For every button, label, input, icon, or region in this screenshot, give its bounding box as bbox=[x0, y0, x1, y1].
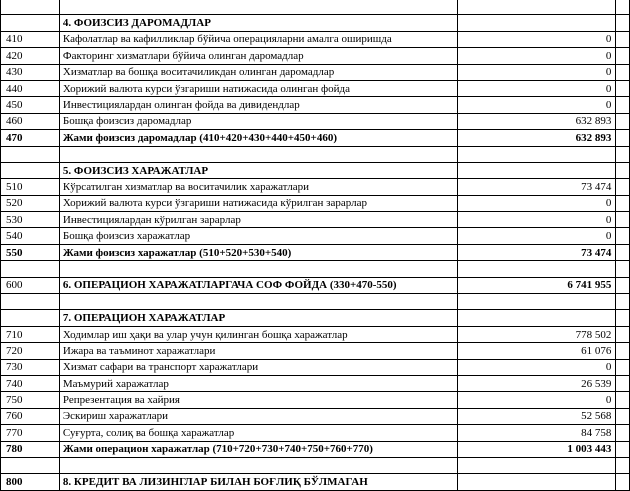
row-label: Маъмурий харажатлар bbox=[59, 375, 457, 391]
row-label: Кафолатлар ва кафилликлар бўйича операцияларни амалга оширишда bbox=[59, 31, 457, 47]
row-code bbox=[1, 15, 60, 31]
row-value: 73 474 bbox=[457, 244, 615, 260]
row-value: 632 893 bbox=[457, 113, 615, 129]
extra-cell bbox=[616, 326, 630, 342]
row-code bbox=[1, 310, 60, 326]
code-cell bbox=[1, 261, 60, 277]
row-value: 26 539 bbox=[457, 375, 615, 391]
row-label: Хорижий валюта курси ўзгариши натижасида олинган фойда bbox=[59, 80, 457, 96]
row-value bbox=[457, 15, 615, 31]
row-code: 470 bbox=[1, 130, 60, 146]
row-value: 778 502 bbox=[457, 326, 615, 342]
row-code: 510 bbox=[1, 179, 60, 195]
row-value: 0 bbox=[457, 392, 615, 408]
extra-cell bbox=[616, 425, 630, 441]
table-row bbox=[1, 343, 630, 359]
extra-cell bbox=[616, 97, 630, 113]
row-label: Эскириш харажатлари bbox=[59, 408, 457, 424]
row-value: 632 893 bbox=[457, 130, 615, 146]
row-code: 410 bbox=[1, 31, 60, 47]
row-code: 440 bbox=[1, 80, 60, 96]
row-value: 0 bbox=[457, 97, 615, 113]
extra-cell bbox=[616, 392, 630, 408]
row-value: 84 758 bbox=[457, 425, 615, 441]
extra-cell bbox=[616, 277, 630, 293]
row-code: 750 bbox=[1, 392, 60, 408]
row-label: Ходимлар иш ҳақи ва улар учун қилинган бошқа харажатлар bbox=[59, 326, 457, 342]
row-code: 460 bbox=[1, 113, 60, 129]
table-row bbox=[1, 113, 630, 129]
row-code: 520 bbox=[1, 195, 60, 211]
extra-cell bbox=[616, 31, 630, 47]
spacer-row bbox=[1, 457, 630, 473]
extra-cell bbox=[616, 228, 630, 244]
code-cell bbox=[1, 294, 60, 310]
row-label: Суғурта, солиқ ва бошқа харажатлар bbox=[59, 425, 457, 441]
extra-cell bbox=[616, 294, 630, 310]
spacer-row bbox=[1, 0, 630, 15]
row-value: 6 741 955 bbox=[457, 277, 615, 293]
row-value bbox=[457, 474, 615, 490]
total-row bbox=[1, 441, 630, 457]
row-label: 8. КРЕДИТ ВА ЛИЗИНГЛАР БИЛАН БОҒЛИҚ БЎЛМАГАН bbox=[59, 474, 457, 490]
total-row bbox=[1, 474, 630, 490]
spacer-row bbox=[1, 146, 630, 162]
extra-cell bbox=[616, 244, 630, 260]
extra-cell bbox=[616, 310, 630, 326]
row-code: 530 bbox=[1, 212, 60, 228]
row-code: 730 bbox=[1, 359, 60, 375]
row-value bbox=[457, 162, 615, 178]
row-label: Инвестициялардан кўрилган зарарлар bbox=[59, 212, 457, 228]
table-row bbox=[1, 359, 630, 375]
row-value: 0 bbox=[457, 80, 615, 96]
value-cell bbox=[457, 0, 615, 15]
table-row bbox=[1, 80, 630, 96]
row-value: 0 bbox=[457, 195, 615, 211]
table-row bbox=[1, 408, 630, 424]
value-cell bbox=[457, 457, 615, 473]
extra-cell bbox=[616, 408, 630, 424]
row-value: 0 bbox=[457, 31, 615, 47]
row-code: 800 bbox=[1, 474, 60, 490]
code-cell bbox=[1, 146, 60, 162]
row-label: 6. ОПЕРАЦИОН ХАРАЖАТЛАРГАЧА СОФ ФОЙДА (330+470-550) bbox=[59, 277, 457, 293]
row-label: Хизмат сафари ва транспорт харажатлари bbox=[59, 359, 457, 375]
extra-cell bbox=[616, 457, 630, 473]
row-value: 0 bbox=[457, 48, 615, 64]
row-code: 540 bbox=[1, 228, 60, 244]
row-code: 550 bbox=[1, 244, 60, 260]
row-label: Кўрсатилган хизматлар ва воситачилик харажатлари bbox=[59, 179, 457, 195]
total-row bbox=[1, 244, 630, 260]
row-label: Жами фоизсиз харажатлар (510+520+530+540) bbox=[59, 244, 457, 260]
row-label: Бошқа фоизсиз харажатлар bbox=[59, 228, 457, 244]
row-value: 0 bbox=[457, 212, 615, 228]
spacer-row bbox=[1, 261, 630, 277]
row-code bbox=[1, 162, 60, 178]
row-label: Факторинг хизматлари бўйича олинган даромадлар bbox=[59, 48, 457, 64]
row-code: 740 bbox=[1, 375, 60, 391]
value-cell bbox=[457, 294, 615, 310]
row-label: Ижара ва таъминот харажатлари bbox=[59, 343, 457, 359]
row-label: Хизматлар ва бошқа воситачиликдан олинган даромадлар bbox=[59, 64, 457, 80]
extra-cell bbox=[616, 48, 630, 64]
row-value: 0 bbox=[457, 359, 615, 375]
value-cell bbox=[457, 146, 615, 162]
extra-cell bbox=[616, 261, 630, 277]
label-cell bbox=[59, 457, 457, 473]
table-row bbox=[1, 31, 630, 47]
section-header-row bbox=[1, 162, 630, 178]
table-row bbox=[1, 228, 630, 244]
row-code: 780 bbox=[1, 441, 60, 457]
spacer-row bbox=[1, 294, 630, 310]
row-value: 73 474 bbox=[457, 179, 615, 195]
extra-cell bbox=[616, 212, 630, 228]
extra-cell bbox=[616, 375, 630, 391]
extra-cell bbox=[616, 343, 630, 359]
row-value: 0 bbox=[457, 228, 615, 244]
value-cell bbox=[457, 261, 615, 277]
row-value: 1 003 443 bbox=[457, 441, 615, 457]
row-label: Репрезентация ва хайрия bbox=[59, 392, 457, 408]
row-code: 430 bbox=[1, 64, 60, 80]
table-row bbox=[1, 326, 630, 342]
row-code: 710 bbox=[1, 326, 60, 342]
row-value: 0 bbox=[457, 64, 615, 80]
row-code: 600 bbox=[1, 277, 60, 293]
extra-cell bbox=[616, 179, 630, 195]
code-cell bbox=[1, 457, 60, 473]
extra-cell bbox=[616, 441, 630, 457]
row-label: 7. ОПЕРАЦИОН ХАРАЖАТЛАР bbox=[59, 310, 457, 326]
section-header-row bbox=[1, 310, 630, 326]
row-label: Инвестициялардан олинган фойда ва дивидендлар bbox=[59, 97, 457, 113]
extra-cell bbox=[616, 0, 630, 15]
extra-cell bbox=[616, 113, 630, 129]
table-row bbox=[1, 212, 630, 228]
row-code: 450 bbox=[1, 97, 60, 113]
table-row bbox=[1, 48, 630, 64]
row-label: Жами фоизсиз даромадлар (410+420+430+440+450+460) bbox=[59, 130, 457, 146]
row-label: Хорижий валюта курси ўзгариши натижасида кўрилган зарарлар bbox=[59, 195, 457, 211]
table-row bbox=[1, 392, 630, 408]
table-row bbox=[1, 179, 630, 195]
table-row bbox=[1, 97, 630, 113]
total-row bbox=[1, 277, 630, 293]
row-code: 720 bbox=[1, 343, 60, 359]
row-code: 770 bbox=[1, 425, 60, 441]
table-body bbox=[1, 0, 630, 490]
label-cell bbox=[59, 146, 457, 162]
label-cell bbox=[59, 0, 457, 15]
extra-cell bbox=[616, 474, 630, 490]
table-row bbox=[1, 425, 630, 441]
label-cell bbox=[59, 294, 457, 310]
extra-cell bbox=[616, 130, 630, 146]
row-value bbox=[457, 310, 615, 326]
extra-cell bbox=[616, 64, 630, 80]
extra-cell bbox=[616, 80, 630, 96]
table-row bbox=[1, 375, 630, 391]
row-value: 61 076 bbox=[457, 343, 615, 359]
row-code: 760 bbox=[1, 408, 60, 424]
row-label: Бошқа фоизсиз даромадлар bbox=[59, 113, 457, 129]
extra-cell bbox=[616, 162, 630, 178]
label-cell bbox=[59, 261, 457, 277]
row-code: 420 bbox=[1, 48, 60, 64]
total-row bbox=[1, 130, 630, 146]
extra-cell bbox=[616, 195, 630, 211]
row-label: 5. ФОИЗСИЗ ХАРАЖАТЛАР bbox=[59, 162, 457, 178]
row-value: 52 568 bbox=[457, 408, 615, 424]
code-cell bbox=[1, 0, 60, 15]
table-row bbox=[1, 64, 630, 80]
extra-cell bbox=[616, 359, 630, 375]
extra-cell bbox=[616, 15, 630, 31]
table-row bbox=[1, 195, 630, 211]
row-label: 4. ФОИЗСИЗ ДАРОМАДЛАР bbox=[59, 15, 457, 31]
row-label: Жами операцион харажатлар (710+720+730+740+750+760+770) bbox=[59, 441, 457, 457]
extra-cell bbox=[616, 146, 630, 162]
section-header-row bbox=[1, 15, 630, 31]
